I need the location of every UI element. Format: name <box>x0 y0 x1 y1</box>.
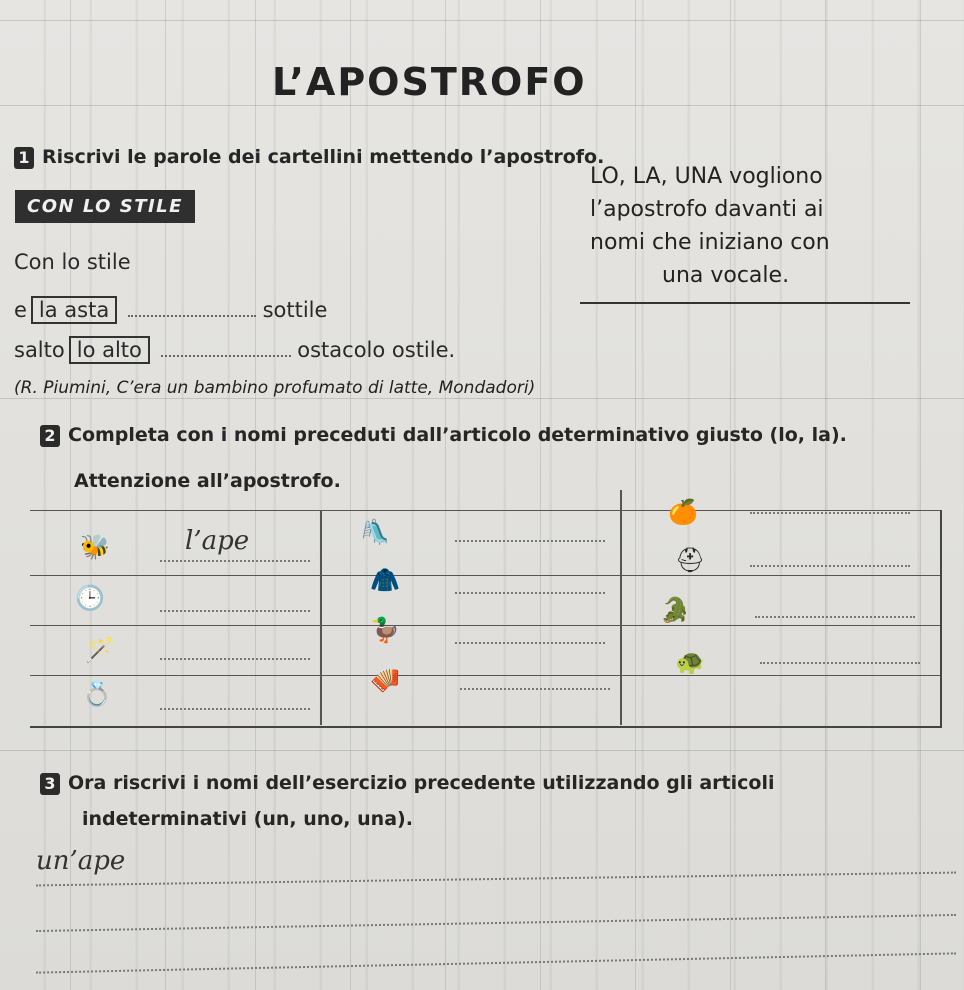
word-card: la asta <box>31 296 117 324</box>
answer-blank[interactable] <box>455 642 605 644</box>
grid-line <box>0 398 964 399</box>
answer-blank[interactable] <box>161 355 291 357</box>
poem-word: sottile <box>262 298 328 322</box>
crocodile-icon: 🐊 <box>660 596 690 624</box>
answer-blank[interactable] <box>755 616 915 618</box>
rule-note-line-3: nomi che iniziano con <box>590 230 830 255</box>
exercise-1-number: 1 <box>14 147 34 169</box>
rule-note-line-2: l’apostrofo davanti ai <box>590 197 824 222</box>
grid-line <box>0 20 964 21</box>
orange-icon: 🍊 <box>668 498 698 526</box>
answer-blank[interactable] <box>455 540 605 542</box>
exercise-1-instruction <box>14 146 604 169</box>
exercise-3-text: Ora riscrivi i nomi dell’esercizio precedente utilizzando gli articoli <box>68 772 775 794</box>
exercise-2-instruction <box>40 424 847 447</box>
wand-icon: 🪄 <box>85 636 115 664</box>
exercise-2-number: 2 <box>40 425 60 447</box>
answer-line[interactable] <box>36 872 956 887</box>
handwritten-answer: un’ape <box>36 846 126 876</box>
answer-blank[interactable] <box>750 512 910 514</box>
answer-line[interactable] <box>36 914 956 932</box>
rule-note <box>590 160 830 292</box>
jacket-icon: 🧥 <box>370 566 400 594</box>
exercise-1-text: Riscrivi le parole dei cartellini mettendo l’apostrofo. <box>42 146 605 168</box>
poem-line-2 <box>14 296 327 324</box>
grid-line <box>920 0 921 990</box>
answer-blank[interactable] <box>160 560 310 562</box>
rule-note-line-4: una vocale. <box>662 263 790 288</box>
grid-line <box>730 0 731 990</box>
poem-word: e <box>14 298 27 322</box>
clock-icon: 🕒 <box>75 584 105 612</box>
rule-note-line-1: LO, LA, UNA vogliono <box>590 164 823 189</box>
answer-blank[interactable] <box>750 565 910 567</box>
exercise-3-note: indeterminativi (un, uno, una). <box>82 808 413 830</box>
answer-blank[interactable] <box>160 658 310 660</box>
answer-blank[interactable] <box>128 315 256 317</box>
answer-blank[interactable] <box>760 662 920 664</box>
table-row <box>30 525 940 576</box>
grid-line <box>635 0 636 990</box>
slide-icon: 🛝 <box>360 518 390 546</box>
divider <box>580 302 910 304</box>
exercise-3-instruction <box>40 772 775 795</box>
answer-blank[interactable] <box>160 610 310 612</box>
table-row <box>30 575 940 626</box>
poem-word: ostacolo ostile. <box>297 338 456 362</box>
turtle-icon: 🐢 <box>675 648 705 676</box>
grid-line <box>0 105 964 106</box>
accordion-icon: 🪗 <box>370 666 400 694</box>
poem-word: salto <box>14 338 65 362</box>
answer-blank[interactable] <box>455 592 605 594</box>
answer-blank[interactable] <box>460 688 610 690</box>
source-credit: (R. Piumini, C’era un bambino profumato di latte, Mondadori) <box>14 378 536 398</box>
source-badge: CON LO STILE <box>15 190 195 223</box>
exercise-3-number: 3 <box>40 773 60 795</box>
answer-blank[interactable] <box>160 708 310 710</box>
grid-line <box>825 0 826 990</box>
handwritten-answer: l’ape <box>185 526 250 556</box>
grid-line <box>0 750 964 751</box>
duck-icon: 🦆 <box>370 616 400 644</box>
answer-line[interactable] <box>36 952 956 973</box>
ring-icon: 💍 <box>82 680 112 708</box>
word-card: lo alto <box>69 336 150 364</box>
bee-icon: 🐝 <box>80 533 110 561</box>
table-row <box>30 625 940 676</box>
exercise-2-note: Attenzione all’apostrofo. <box>74 470 341 492</box>
exercise-2-text: Completa con i nomi preceduti dall’articolo determinativo giusto (lo, la). <box>68 424 847 446</box>
poem-line-1: Con lo stile <box>14 250 131 274</box>
helmet-icon: ⛑ <box>675 546 706 574</box>
poem-line-3 <box>14 336 455 364</box>
page-title: L’APOSTROFO <box>272 60 587 104</box>
